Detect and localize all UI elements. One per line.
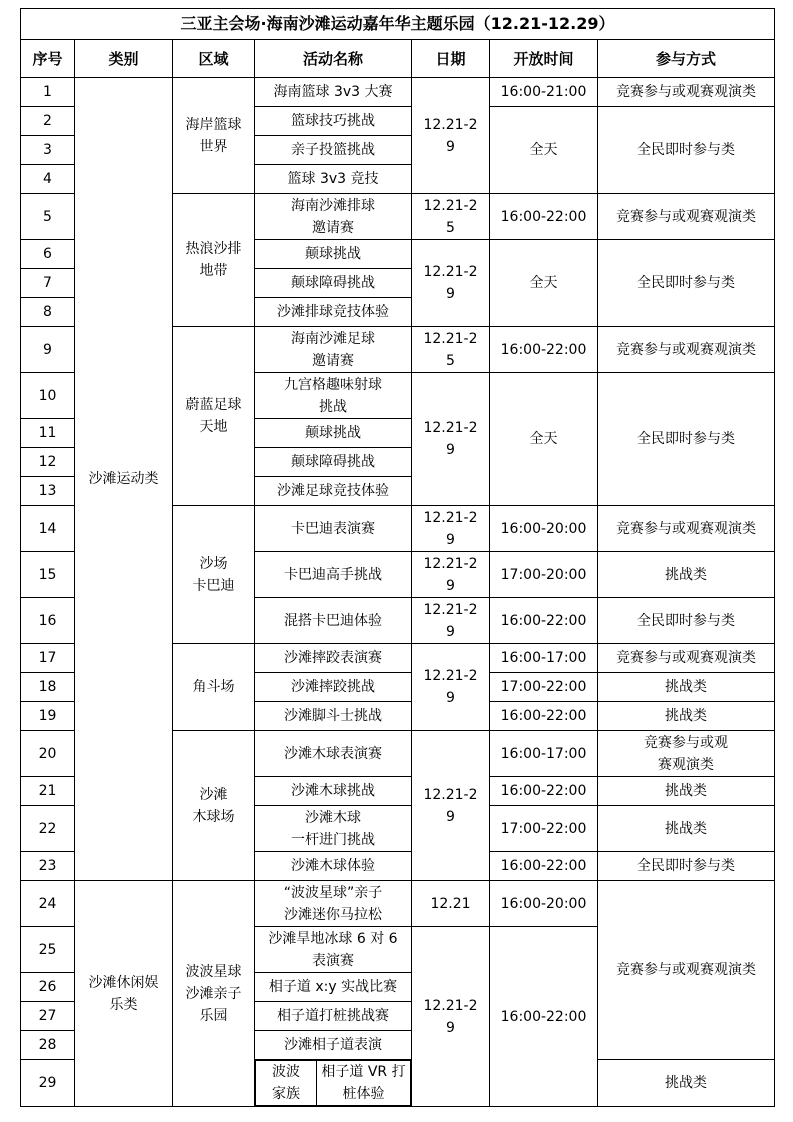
time-cell: 16:00-22:00 [490,777,598,806]
activity-name: 海南沙滩足球 邀请赛 [255,327,412,373]
mode-cell: 竞赛参与或观赛观演类 [598,194,775,240]
activity-name: 亲子投篮挑战 [255,136,412,165]
activity-name-split [255,1060,412,1107]
activity-name: 相子道打桩挑战赛 [255,1002,412,1031]
activity-name: 沙滩木球体验 [255,852,412,881]
mode-cell: 竞赛参与或观赛观演类 [598,506,775,552]
mode-cell: 全民即时参与类 [598,598,775,644]
date-cell: 12.21-2 9 [412,78,490,194]
area-cell: 沙场 卡巴迪 [173,506,255,644]
header-no: 序号 [21,40,75,78]
activity-name: 九宫格趣味射球 挑战 [255,373,412,419]
date-cell: 12.21-2 5 [412,194,490,240]
mode-cell: 全民即时参与类 [598,373,775,506]
activity-group-label: 波波 家族 [256,1061,317,1106]
row-number: 10 [21,373,75,419]
mode-cell: 挑战类 [598,552,775,598]
header-time: 开放时间 [490,40,598,78]
time-cell: 全天 [490,373,598,506]
row-number: 1 [21,78,75,107]
row-number: 6 [21,240,75,269]
area-cell: 蔚蓝足球 天地 [173,327,255,506]
row-number: 4 [21,165,75,194]
row-number: 5 [21,194,75,240]
row-number: 21 [21,777,75,806]
time-cell: 16:00-21:00 [490,78,598,107]
mode-cell: 挑战类 [598,702,775,731]
schedule-table [20,8,775,1107]
mode-cell: 挑战类 [598,806,775,852]
mode-cell: 挑战类 [598,1060,775,1107]
activity-name: 相子道 VR 打 桩体验 [317,1061,411,1106]
row-number: 12 [21,448,75,477]
activity-name: 卡巴迪高手挑战 [255,552,412,598]
activity-name: 沙滩排球竞技体验 [255,298,412,327]
table-title: 三亚主会场·海南沙滩运动嘉年华主题乐园（12.21-12.29） [21,9,775,40]
activity-name: 颠球挑战 [255,240,412,269]
row-number: 18 [21,673,75,702]
activity-name: 颠球挑战 [255,419,412,448]
activity-name: 颠球障碍挑战 [255,269,412,298]
activity-name-subtable [255,1060,411,1106]
activity-name: 卡巴迪表演赛 [255,506,412,552]
activity-name: 沙滩木球 一杆进门挑战 [255,806,412,852]
activity-name: 沙滩摔跤挑战 [255,673,412,702]
mode-cell: 全民即时参与类 [598,240,775,327]
header-mode: 参与方式 [598,40,775,78]
row-number: 22 [21,806,75,852]
time-cell: 17:00-20:00 [490,552,598,598]
activity-name: 沙滩脚斗士挑战 [255,702,412,731]
row-number: 25 [21,927,75,973]
mode-cell: 挑战类 [598,673,775,702]
row-number: 7 [21,269,75,298]
row-number: 24 [21,881,75,927]
area-cell: 波波星球 沙滩亲子 乐园 [173,881,255,1107]
row-number: 13 [21,477,75,506]
activity-name: 海南篮球 3v3 大赛 [255,78,412,107]
time-cell: 全天 [490,240,598,327]
time-cell: 16:00-22:00 [490,702,598,731]
time-cell: 16:00-17:00 [490,731,598,777]
mode-cell: 全民即时参与类 [598,852,775,881]
date-cell: 12.21-2 9 [412,240,490,327]
activity-name: 海南沙滩排球 邀请赛 [255,194,412,240]
date-cell: 12.21-2 9 [412,598,490,644]
activity-name: 沙滩木球挑战 [255,777,412,806]
row-number: 23 [21,852,75,881]
mode-cell: 全民即时参与类 [598,107,775,194]
mode-cell: 挑战类 [598,777,775,806]
activity-name: 沙滩木球表演赛 [255,731,412,777]
time-cell: 16:00-22:00 [490,194,598,240]
row-number: 8 [21,298,75,327]
activity-name: 沙滩足球竞技体验 [255,477,412,506]
row-number: 14 [21,506,75,552]
row-number: 9 [21,327,75,373]
area-cell: 角斗场 [173,644,255,731]
date-cell: 12.21-2 9 [412,731,490,881]
date-cell: 12.21-2 5 [412,327,490,373]
activity-name: 沙滩相子道表演 [255,1031,412,1060]
mode-cell: 竞赛参与或观赛观演类 [598,881,775,1060]
activity-name: 颠球障碍挑战 [255,448,412,477]
time-cell: 16:00-22:00 [490,927,598,1107]
time-cell: 16:00-20:00 [490,881,598,927]
mode-cell: 竞赛参与或观赛观演类 [598,644,775,673]
category-cell: 沙滩休闲娱 乐类 [75,881,173,1107]
row-number: 19 [21,702,75,731]
activity-name: 沙滩摔跤表演赛 [255,644,412,673]
row-number: 27 [21,1002,75,1031]
date-cell: 12.21-2 9 [412,644,490,731]
row-number: 11 [21,419,75,448]
header-area: 区域 [173,40,255,78]
time-cell: 16:00-22:00 [490,598,598,644]
category-cell: 沙滩运动类 [75,78,173,881]
row-number: 17 [21,644,75,673]
activity-name: 篮球技巧挑战 [255,107,412,136]
row-number: 2 [21,107,75,136]
row-number: 3 [21,136,75,165]
time-cell: 16:00-20:00 [490,506,598,552]
row-number: 26 [21,973,75,1002]
activity-name: 沙滩旱地冰球 6 对 6 表演赛 [255,927,412,973]
mode-cell: 竞赛参与或观 赛观演类 [598,731,775,777]
area-cell: 沙滩 木球场 [173,731,255,881]
activity-name: “波波星球”亲子 沙滩迷你马拉松 [255,881,412,927]
area-cell: 热浪沙排 地带 [173,194,255,327]
row-number: 29 [21,1060,75,1107]
row-number: 15 [21,552,75,598]
time-cell: 16:00-17:00 [490,644,598,673]
time-cell: 17:00-22:00 [490,806,598,852]
row-number: 16 [21,598,75,644]
row-number: 28 [21,1031,75,1060]
header-name: 活动名称 [255,40,412,78]
mode-cell: 竞赛参与或观赛观演类 [598,78,775,107]
time-cell: 17:00-22:00 [490,673,598,702]
mode-cell: 竞赛参与或观赛观演类 [598,327,775,373]
activity-name: 相子道 x:y 实战比赛 [255,973,412,1002]
header-category: 类别 [75,40,173,78]
time-cell: 全天 [490,107,598,194]
date-cell: 12.21-2 9 [412,552,490,598]
date-cell: 12.21-2 9 [412,506,490,552]
area-cell: 海岸篮球 世界 [173,78,255,194]
time-cell: 16:00-22:00 [490,852,598,881]
activity-name: 混搭卡巴迪体验 [255,598,412,644]
date-cell: 12.21 [412,881,490,927]
time-cell: 16:00-22:00 [490,327,598,373]
header-date: 日期 [412,40,490,78]
activity-name: 篮球 3v3 竞技 [255,165,412,194]
row-number: 20 [21,731,75,777]
date-cell: 12.21-2 9 [412,927,490,1107]
date-cell: 12.21-2 9 [412,373,490,506]
